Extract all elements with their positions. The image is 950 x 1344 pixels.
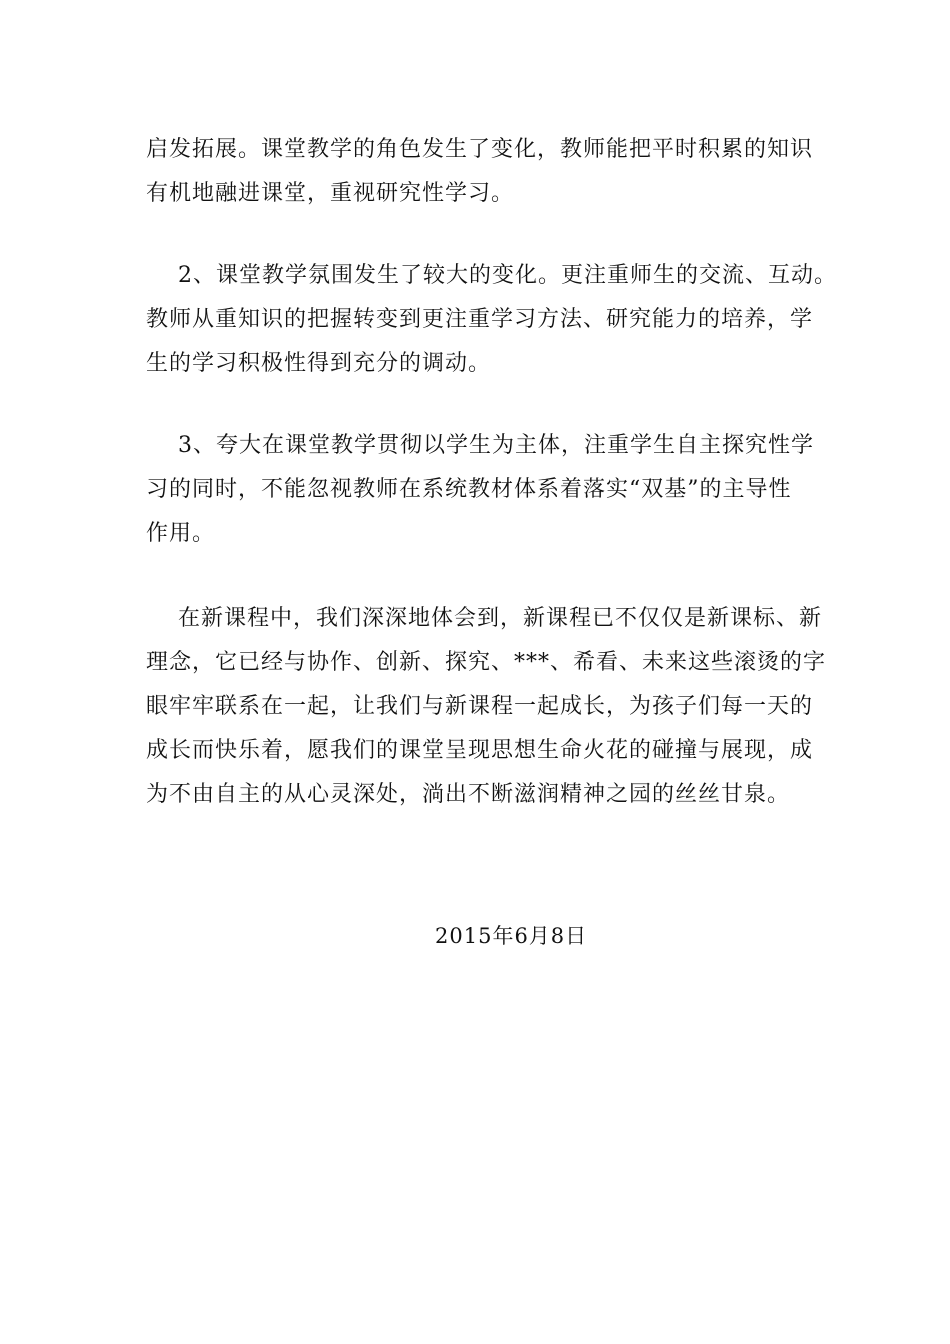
text-line: 3、夸大在课堂教学贯彻以学生为主体，注重学生自主探究性学 bbox=[178, 433, 814, 458]
text-line: 为不由自主的从心灵深处，淌出不断滋润精神之园的丝丝甘泉。 bbox=[146, 782, 791, 807]
text-line: 2、课堂教学氛围发生了较大的变化。更注重师生的交流、互动。 bbox=[178, 263, 837, 288]
text-line: 成长而快乐着，愿我们的课堂呈现思想生命火花的碰撞与展现，成 bbox=[146, 738, 814, 763]
text-line: 作用。 bbox=[146, 521, 216, 546]
text-line: 在新课程中，我们深深地体会到，新课程已不仅仅是新课标、新 bbox=[178, 606, 823, 631]
text-line: 眼牢牢联系在一起，让我们与新课程一起成长，为孩子们每一天的 bbox=[146, 694, 814, 719]
text-line: 理念，它已经与协作、创新、探究、***、希看、未来这些滚烫的字 bbox=[146, 650, 827, 675]
text-line: 教师从重知识的把握转变到更注重学习方法、研究能力的培养，学 bbox=[146, 307, 814, 332]
text-line: 生的学习积极性得到充分的调动。 bbox=[146, 351, 492, 376]
paragraph-classroom-role bbox=[146, 128, 814, 216]
paragraph-point-2 bbox=[146, 254, 837, 386]
document-date: 2015年6月8日 bbox=[435, 924, 588, 948]
paragraph-point-3 bbox=[146, 424, 814, 556]
paragraph-conclusion bbox=[146, 597, 827, 817]
text-line: 启发拓展。课堂教学的角色发生了变化，教师能把平时积累的知识 bbox=[146, 137, 814, 162]
text-line: 习的同时，不能忽视教师在系统教材体系着落实“双基”的主导性 bbox=[146, 477, 792, 502]
text-line: 有机地融进课堂，重视研究性学习。 bbox=[146, 181, 515, 206]
